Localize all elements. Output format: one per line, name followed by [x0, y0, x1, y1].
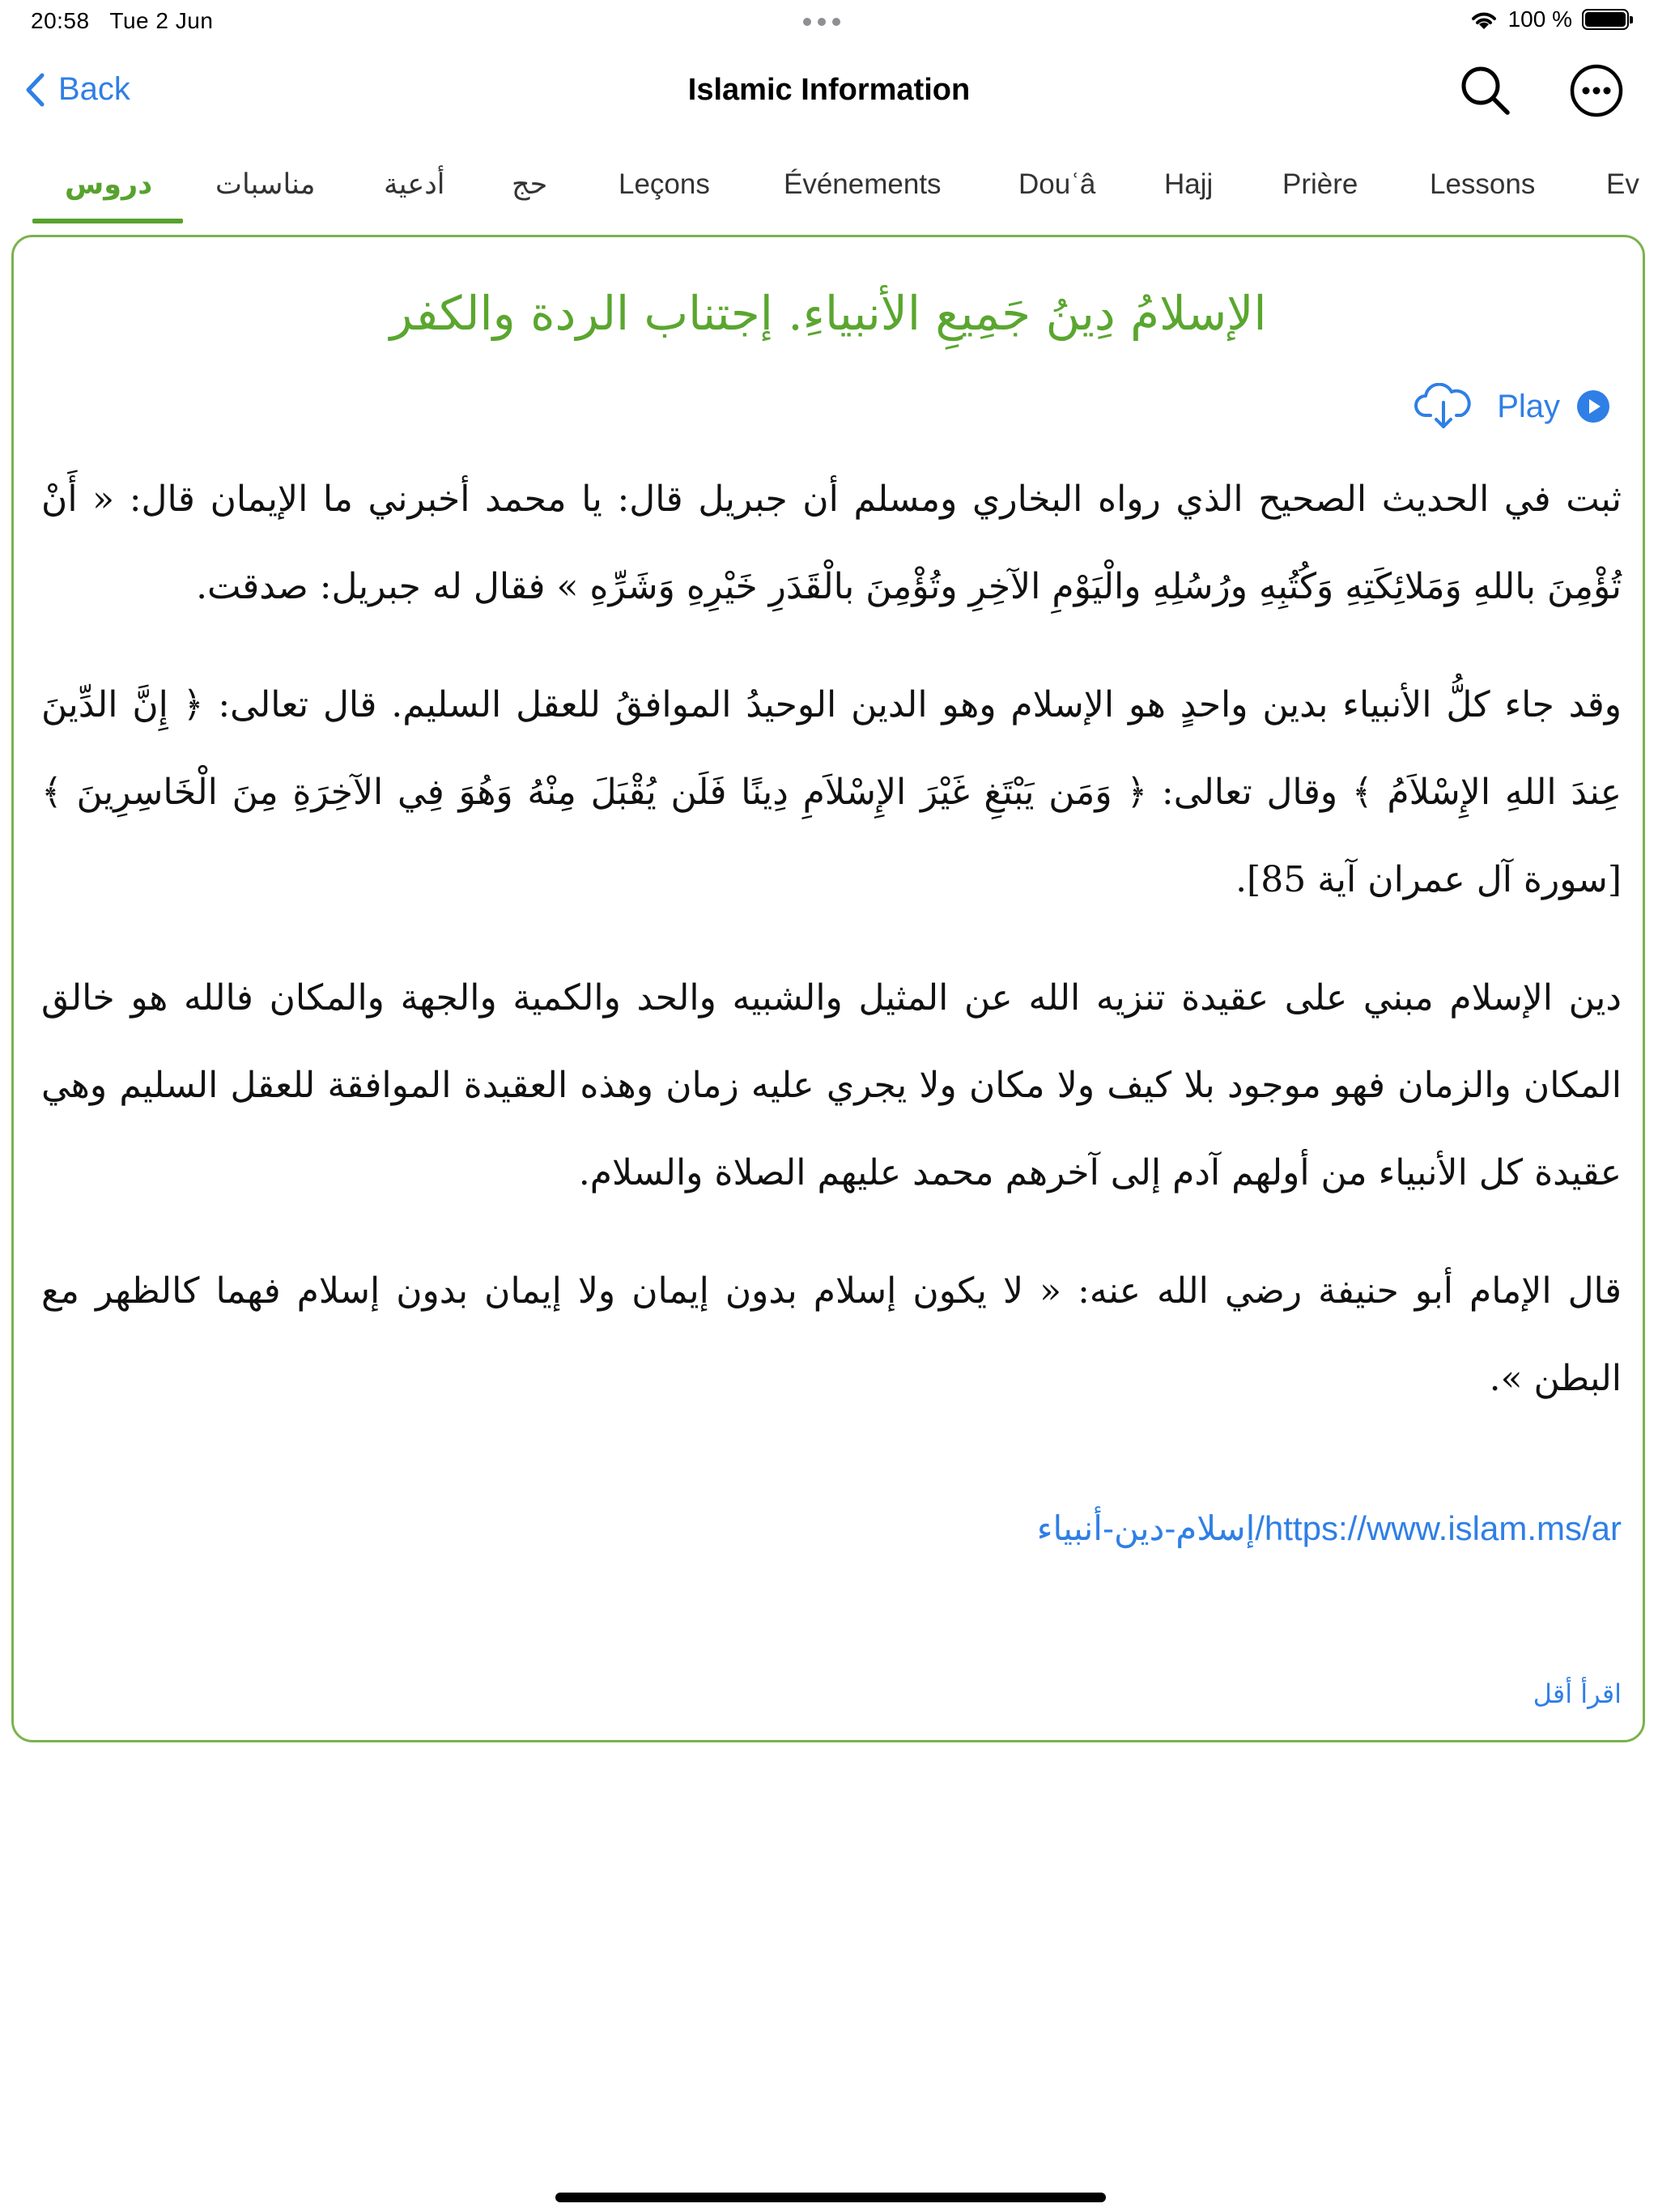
source-link[interactable]: https://www.islam.ms/ar/إسلام-دين-أنبياء — [1036, 1509, 1622, 1547]
lesson-body — [41, 456, 1622, 1453]
tab-lessons-ar[interactable]: دروس — [65, 168, 153, 201]
status-time: 20:58 Tue 2 Jun — [31, 8, 214, 33]
more-options-icon[interactable] — [1569, 63, 1624, 118]
lesson-paragraph: ثبت في الحديث الصحيح الذي رواه البخاري ومسلم أن جبريل قال: يا محمد أخبرني ما الإيمان قال: « أَنْ تُؤْمِنَ باللهِ وَمَلائِكَتِهِ وَكُتُبِهِ ورُسُلِهِ والْيَوْمِ الآخِرِ وتُؤْمِنَ بالْقَدَرِ خَيْرِهِ وَشَرِّهِ » فقال له جبريل: صدقت. — [41, 479, 1622, 607]
status-right — [1469, 6, 1629, 32]
tab-events-partial[interactable]: Ev — [1606, 168, 1639, 200]
play-circle-icon — [1576, 389, 1610, 423]
navigation-bar — [0, 49, 1658, 139]
active-tab-indicator — [32, 219, 183, 223]
lesson-title: الإسلامُ دِينُ جَمِيعِ الأنبياءِ. إجتناب الردة والكفر — [389, 286, 1267, 341]
audio-controls — [1414, 383, 1610, 430]
tab-supplications-ar[interactable]: أدعية — [384, 168, 445, 200]
tab-doua[interactable]: Douʿâ — [1018, 168, 1096, 200]
lesson-card — [11, 235, 1645, 1742]
tab-occasions-ar[interactable]: مناسبات — [215, 168, 316, 200]
cloud-download-icon[interactable] — [1414, 383, 1473, 430]
status-bar — [0, 0, 1658, 45]
multitasking-dots-icon[interactable] — [803, 18, 840, 26]
page-title: Islamic Information — [687, 73, 971, 107]
tab-lessons[interactable]: Lessons — [1430, 168, 1536, 200]
search-icon[interactable] — [1459, 64, 1512, 117]
lesson-paragraph: دين الإسلام مبني على عقيدة تنزيه الله عن المثيل والشبيه والحد والكمية والجهة والمكان فالله هو خالق المكان والزمان فهو موجود بلا كيف ولا مكان ولا يجري عليه زمان وهذه العقيدة الموافقة للعقل السليم وهي عقيدة كل الأنبياء من أولهم آدم إلى آخرهم محمد عليهم الصلاة والسلام. — [41, 977, 1622, 1193]
lesson-paragraph: وقد جاء كلُّ الأنبياء بدين واحدٍ هو الإسلام وهو الدين الوحيدُ الموافقُ للعقل السليم. قال تعالى: ﴿ إِنَّ الدِّينَ عِندَ اللهِ الإِسْلاَمُ ﴾ وقال تعالى: ﴿ وَمَن يَبْتَغِ غَيْرَ الإِسْلاَمِ دِينًا فَلَن يُقْبَلَ مِنْهُ وَهُوَ فِي الآخِرَةِ مِنَ الْخَاسِرِينَ ﴾ [سورة آل عمران آية 85]. — [41, 684, 1622, 900]
tab-priere[interactable]: Prière — [1282, 168, 1358, 200]
back-label: Back — [58, 71, 130, 107]
home-indicator[interactable] — [555, 2193, 1106, 2202]
tab-evenements[interactable]: Événements — [784, 168, 942, 200]
battery-icon — [1582, 9, 1629, 30]
category-tabs — [0, 159, 1658, 227]
tab-hajj[interactable]: Hajj — [1164, 168, 1214, 200]
wifi-icon — [1469, 8, 1499, 31]
play-button[interactable] — [1497, 389, 1610, 425]
tab-hajj-ar[interactable]: حج — [512, 168, 548, 200]
lesson-paragraph: قال الإمام أبو حنيفة رضي الله عنه: « لا يكون إسلام بدون إيمان ولا إيمان بدون إسلام فهما كالظهر مع البطن ». — [41, 1270, 1622, 1399]
read-less-button[interactable]: اقرأ أقل — [1533, 1678, 1622, 1709]
tab-lecons[interactable]: Leçons — [619, 168, 710, 200]
play-label: Play — [1497, 388, 1560, 424]
battery-percent: 100 % — [1507, 6, 1572, 32]
